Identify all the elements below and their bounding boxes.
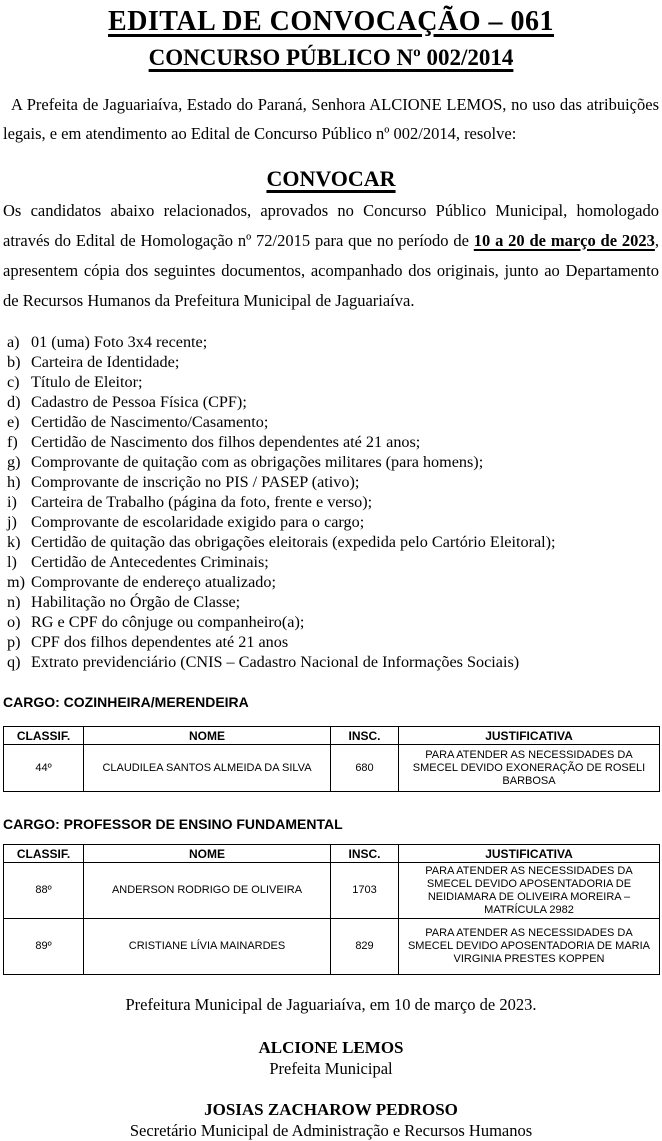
requirement-item-p — [3, 632, 659, 652]
requirement-item-d — [3, 392, 659, 412]
signature-role: Prefeita Municipal — [269, 1059, 393, 1078]
requirement-text: Certidão de quitação das obrigações eleitorais (expedida pelo Cartório Eleitoral); — [31, 533, 556, 551]
requirement-marker: j) — [7, 513, 17, 531]
requirement-marker: o) — [7, 613, 21, 631]
requirement-item-i — [3, 492, 659, 512]
requirement-text: Extrato previdenciário (CNIS – Cadastro Nacional de Informações Sociais) — [31, 653, 520, 671]
table-row — [4, 745, 660, 792]
cell-insc: 1703 — [331, 863, 399, 919]
requirement-text: 01 (uma) Foto 3x4 recente; — [31, 333, 208, 351]
requirement-item-l — [3, 552, 659, 572]
convocar-heading — [3, 165, 659, 192]
closing-date-line: Prefeitura Municipal de Jaguariaíva, em 10 de março de 2023. — [125, 995, 537, 1014]
requirement-marker: f) — [7, 433, 18, 451]
requirement-text: Comprovante de quitação com as obrigações militares (para homens); — [31, 453, 484, 471]
cell-nome: CRISTIANE LÍVIA MAINARDES — [84, 919, 331, 975]
requirement-text: RG e CPF do cônjuge ou companheiro(a); — [31, 613, 305, 631]
body-paragraph — [3, 196, 659, 316]
requirement-marker: h) — [7, 473, 21, 491]
signature-role: Secretário Municipal de Administração e Recursos Humanos — [129, 1121, 533, 1140]
requirement-marker: p) — [7, 633, 21, 651]
requirement-text: CPF dos filhos dependentes até 21 anos — [31, 633, 289, 651]
requirement-text: Carteira de Identidade; — [31, 353, 180, 371]
document-subtitle-text: CONCURSO PÚBLICO Nº 002/2014 — [148, 45, 514, 70]
requirement-item-k — [3, 532, 659, 552]
table-row — [4, 863, 660, 919]
convocar-heading-text: CONVOCAR — [266, 165, 396, 191]
document-subtitle — [3, 44, 659, 72]
requirements-list — [3, 332, 659, 672]
requirement-item-g — [3, 452, 659, 472]
column-header-justificativa: JUSTIFICATIVA — [399, 727, 660, 745]
requirement-item-q — [3, 652, 659, 672]
requirement-marker: c) — [7, 373, 20, 391]
body-text-before: Os candidatos abaixo relacionados, aprovados no Concurso Público Municipal, homologado através do Edital de Homologação nº 72/2015 para que no período de — [3, 200, 659, 250]
cargo-heading-cozinheira: CARGO: COZINHEIRA/MERENDEIRA — [3, 694, 249, 710]
requirement-text: Comprovante de inscrição no PIS / PASEP (ativo); — [31, 473, 360, 491]
requirement-item-f — [3, 432, 659, 452]
requirement-marker: i) — [7, 493, 17, 511]
signature-name: JOSIAS ZACHAROW PEDROSO — [204, 1100, 458, 1119]
document-title — [3, 6, 659, 38]
body-text-after: , apresentem cópia dos seguintes documentos, acompanhado dos originais, junto ao Departamento de Recursos Humanos da Prefeitura Municipal de Jaguariaíva. — [3, 230, 659, 310]
column-header-classif: CLASSIF. — [4, 727, 84, 745]
signature-name: ALCIONE LEMOS — [258, 1038, 404, 1057]
requirement-text: Carteira de Trabalho (página da foto, frente e verso); — [31, 493, 373, 511]
cell-insc: 829 — [331, 919, 399, 975]
requirement-marker: d) — [7, 393, 21, 411]
column-header-nome: NOME — [84, 845, 331, 863]
column-header-justificativa: JUSTIFICATIVA — [399, 845, 660, 863]
requirement-text: Certidão de Nascimento dos filhos dependentes até 21 anos; — [31, 433, 421, 451]
cell-classif: 88º — [4, 863, 84, 919]
requirement-marker: m) — [7, 573, 25, 591]
requirement-text: Cadastro de Pessoa Física (CPF); — [31, 393, 247, 411]
table-header-row — [4, 845, 660, 863]
signature-block-prefeita — [3, 1037, 659, 1079]
requirement-marker: b) — [7, 353, 21, 371]
requirement-text: Certidão de Antecedentes Criminais; — [31, 553, 269, 571]
requirement-text: Comprovante de escolaridade exigido para o cargo; — [31, 513, 365, 531]
cell-nome: ANDERSON RODRIGO DE OLIVEIRA — [84, 863, 331, 919]
requirement-item-a — [3, 332, 659, 352]
candidates-table-cozinheira — [3, 726, 660, 792]
cell-justificativa: PARA ATENDER AS NECESSIDADES DA SMECEL DEVIDO APOSENTADORIA DE NEIDIAMARA DE OLIVEIRA MOREIRA – MATRÍCULA 2982 — [399, 863, 660, 919]
requirement-item-c — [3, 372, 659, 392]
column-header-insc: INSC. — [331, 845, 399, 863]
cell-classif: 44º — [4, 745, 84, 792]
requirement-item-h — [3, 472, 659, 492]
requirement-marker: l) — [7, 553, 17, 571]
requirement-item-b — [3, 352, 659, 372]
candidates-table-professor — [3, 844, 660, 975]
column-header-insc: INSC. — [331, 727, 399, 745]
column-header-nome: NOME — [84, 727, 331, 745]
highlighted-date-range: 10 a 20 de março de 2023 — [473, 230, 655, 250]
signature-block-secretario — [3, 1099, 659, 1141]
requirement-marker: g) — [7, 453, 21, 471]
requirement-text: Habilitação no Órgão de Classe; — [31, 593, 241, 611]
cell-classif: 89º — [4, 919, 84, 975]
cargo-heading-professor: CARGO: PROFESSOR DE ENSINO FUNDAMENTAL — [3, 816, 343, 832]
cell-insc: 680 — [331, 745, 399, 792]
cell-justificativa: PARA ATENDER AS NECESSIDADES DA SMECEL DEVIDO EXONERAÇÃO DE ROSELI BARBOSA — [399, 745, 660, 792]
requirement-marker: q) — [7, 653, 21, 671]
table-row — [4, 919, 660, 975]
table-header-row — [4, 727, 660, 745]
requirement-marker: a) — [7, 333, 20, 351]
requirement-text: Comprovante de endereço atualizado; — [31, 573, 276, 591]
cell-nome: CLAUDILEA SANTOS ALMEIDA DA SILVA — [84, 745, 331, 792]
requirement-marker: n) — [7, 593, 21, 611]
requirement-marker: e) — [7, 413, 20, 431]
requirement-item-m — [3, 572, 659, 592]
requirement-item-o — [3, 612, 659, 632]
requirement-text: Certidão de Nascimento/Casamento; — [31, 413, 269, 431]
requirement-item-j — [3, 512, 659, 532]
requirement-item-n — [3, 592, 659, 612]
column-header-classif: CLASSIF. — [4, 845, 84, 863]
requirement-item-e — [3, 412, 659, 432]
document-title-text: EDITAL DE CONVOCAÇÃO – 061 — [108, 6, 554, 37]
requirement-text: Título de Eleitor; — [31, 373, 143, 391]
requirement-marker: k) — [7, 533, 21, 551]
cell-justificativa: PARA ATENDER AS NECESSIDADES DA SMECEL DEVIDO APOSENTADORIA DE MARIA VIRGINIA PRESTES KOPPEN — [399, 919, 660, 975]
intro-paragraph: A Prefeita de Jaguariaíva, Estado do Paraná, Senhora ALCIONE LEMOS, no uso das atribuições legais, e em atendimento ao Edital de Concurso Público nº 002/2014, resolve: — [3, 95, 659, 143]
